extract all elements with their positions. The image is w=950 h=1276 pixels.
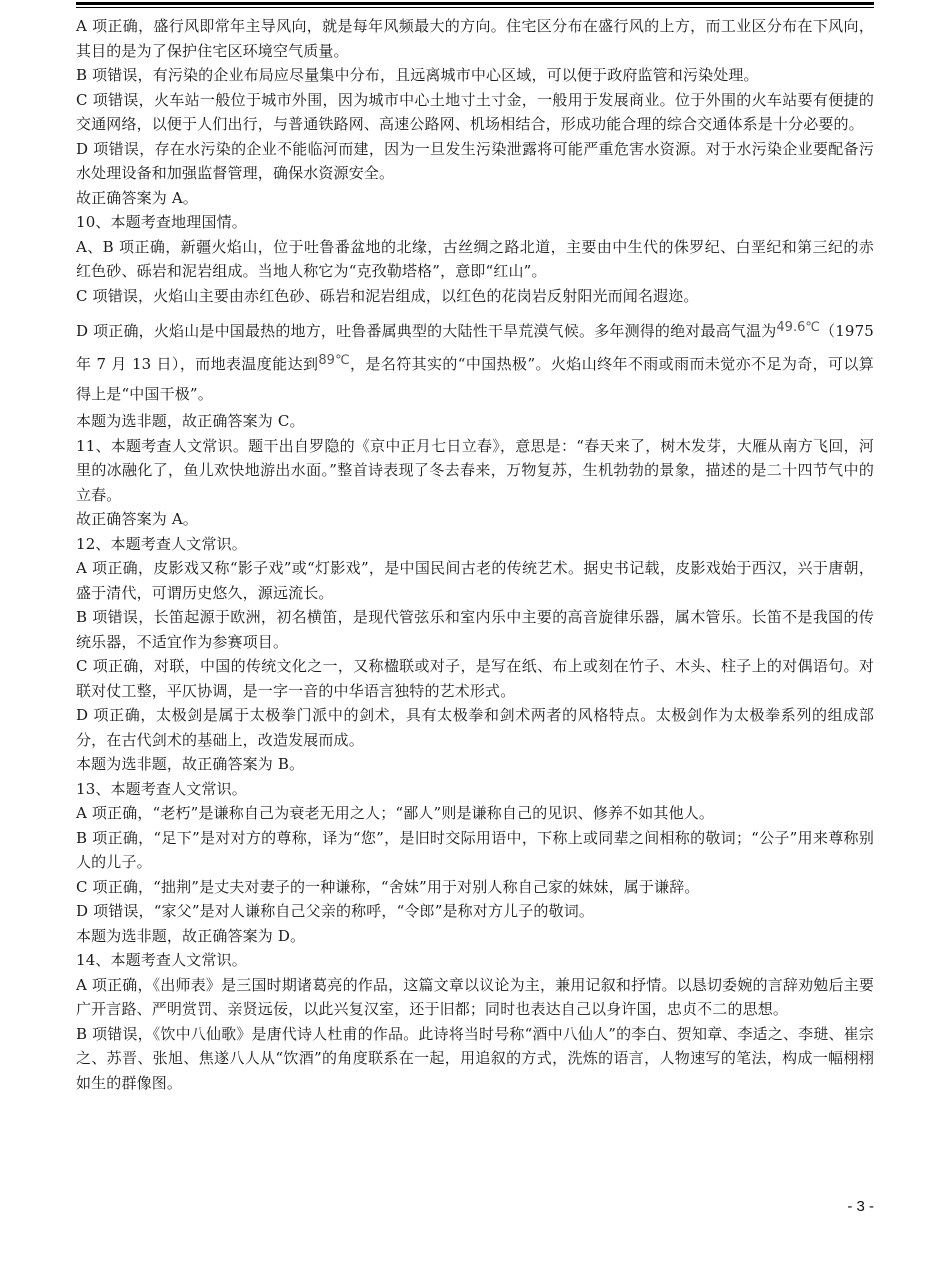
answer-q11: 故正确答案为 A。 <box>76 510 198 528</box>
paragraph-q10-ab: A、B 项正确，新疆火焰山，位于吐鲁番盆地的北缘，古丝绸之路北道，主要由中生代的侏罗纪、白垩纪和第三纪的赤红色砂、砾岩和泥岩组成。当地人称它为“克孜勒塔格”，意即“红山”。 <box>76 237 874 280</box>
paragraph-q9-d: D 项错误，存在水污染的企业不能临河而建，因为一旦发生污染泄露将可能严重危害水资源。对于水污染企业要配备污水处理设备和加强监督管理，确保水资源安全。 <box>76 139 874 182</box>
paragraph-q13-c: C 项正确，“拙荆”是丈夫对妻子的一种谦称，“舍妹”用于对别人称自己家的妹妹，属于谦辞。 <box>76 877 700 896</box>
answer-q9: 故正确答案为 A。 <box>76 188 198 207</box>
paragraph-q14-a: A 项正确，《出师表》是三国时期诸葛亮的作品，这篇文章以议论为主，兼用记叙和抒情。以恳切委婉的言辞劝勉后主要广开言路、严明赏罚、亲贤远佞，以此兴复汉室，还于旧都；同时也表达自己以身许国，忠贞不二的思想。 <box>76 975 874 1018</box>
temperature-surface: 89℃ <box>318 353 351 368</box>
paragraph-q13-a: A 项正确，“老朽”是谦称自己为衰老无用之人；“鄙人”则是谦称自己的见识、修养不如其他人。 <box>76 804 715 822</box>
paragraph-q9-a: A 项正确，盛行风即常年主导风向，就是每年风频最大的方向。住宅区分布在盛行风的上方，而工业区分布在下风向，其目的是为了保护住宅区环境空气质量。 <box>76 17 874 60</box>
q10-d-text-2: （1975 年 7 月 13 日），而地表温度能达到 <box>76 322 874 373</box>
paragraph-q13-b: B 项正确，“足下”是对对方的尊称，译为“您”，是旧时交际用语中，下称上或同辈之间相称的敬词；“公子”用来尊称别人的儿子。 <box>76 828 874 871</box>
paragraph-q9-b: B 项错误，有污染的企业布局应尽量集中分布，且远离城市中心区域，可以便于政府监管和污染处理。 <box>76 66 759 84</box>
heading-q10: 10、本题考查地理国情。 <box>76 213 247 231</box>
heading-q14: 14、本题考查人文常识。 <box>76 951 247 969</box>
q10-d-text-3: ，是名符其实的“中国热极”。火焰山终年不雨或雨而未觉亦不足为奇，可以算得上是“中国干极”。 <box>76 355 874 403</box>
paragraph-q11: 11、本题考查人文常识。题干出自罗隐的《京中正月七日立春》，意思是：“春天来了，树木发芽，大雁从南方飞回，河里的冰融化了，鱼儿欢快地游出水面。”整首诗表现了冬去春来，万物复苏，生机勃勃的景象，描述的是二十四节气中的立春。 <box>76 436 874 504</box>
paragraph-q12-d: D 项正确，太极剑是属于太极拳门派中的剑术，具有太极拳和剑术两者的风格特点。太极剑作为太极拳系列的组成部分，在古代剑术的基础上，改造发展而成。 <box>76 706 874 749</box>
paragraph-q9-c: C 项错误，火车站一般位于城市外围，因为城市中心土地寸土寸金，一般用于发展商业。位于外围的火车站要有便捷的交通网络，以便于人们出行，与普通铁路网、高速公路网、机场相结合，形成功能合理的综合交通体系是十分必要的。 <box>76 90 874 133</box>
answer-q12: 本题为选非题，故正确答案为 B。 <box>76 755 305 773</box>
answer-q13: 本题为选非题，故正确答案为 D。 <box>76 926 306 945</box>
paragraph-q12-b: B 项错误，长笛起源于欧洲，初名横笛，是现代管弦乐和室内乐中主要的高音旋律乐器，属木管乐。长笛不是我国的传统乐器，不适宜作为参赛项目。 <box>76 608 874 651</box>
answer-q10: 本题为选非题，故正确答案为 C。 <box>76 412 305 430</box>
paragraph-q10-d <box>76 313 874 409</box>
document-body <box>76 14 874 1095</box>
temperature-high: 49.6℃ <box>776 320 821 335</box>
paragraph-q14-b: B 项错误，《饮中八仙歌》是唐代诗人杜甫的作品。此诗将当时号称“酒中八仙人”的李白、贺知章、李适之、李琎、崔宗之、苏晋、张旭、焦遂八人从“饮酒”的角度联系在一起，用追叙的方式，洗炼的语言，人物速写的笔法，构成一幅栩栩如生的群像图。 <box>76 1024 874 1092</box>
paragraph-q12-c: C 项正确，对联，中国的传统文化之一，又称楹联或对子，是写在纸、布上或刻在竹子、木头、柱子上的对偶语句。对联对仗工整，平仄协调，是一字一音的中华语言独特的艺术形式。 <box>76 657 874 700</box>
heading-q12: 12、本题考查人文常识。 <box>76 534 247 553</box>
paragraph-q10-c: C 项错误，火焰山主要由赤红色砂、砾岩和泥岩组成，以红色的花岗岩反射阳光而闻名遐迩。 <box>76 286 699 305</box>
page-number: - 3 - <box>847 1198 874 1215</box>
header-rule <box>76 2 874 8</box>
paragraph-q12-a: A 项正确，皮影戏又称“影子戏”或“灯影戏”，是中国民间古老的传统艺术。据史书记载，皮影戏始于西汉，兴于唐朝，盛于清代，可谓历史悠久，源远流长。 <box>76 559 874 602</box>
paragraph-q13-d: D 项错误，“家父”是对人谦称自己父亲的称呼，“令郎”是称对方儿子的敬词。 <box>76 902 595 920</box>
q10-d-text-1: D 项正确，火焰山是中国最热的地方，吐鲁番属典型的大陆性干旱荒漠气候。多年测得的绝对最高气温为 <box>76 322 777 340</box>
heading-q13: 13、本题考查人文常识。 <box>76 779 247 798</box>
